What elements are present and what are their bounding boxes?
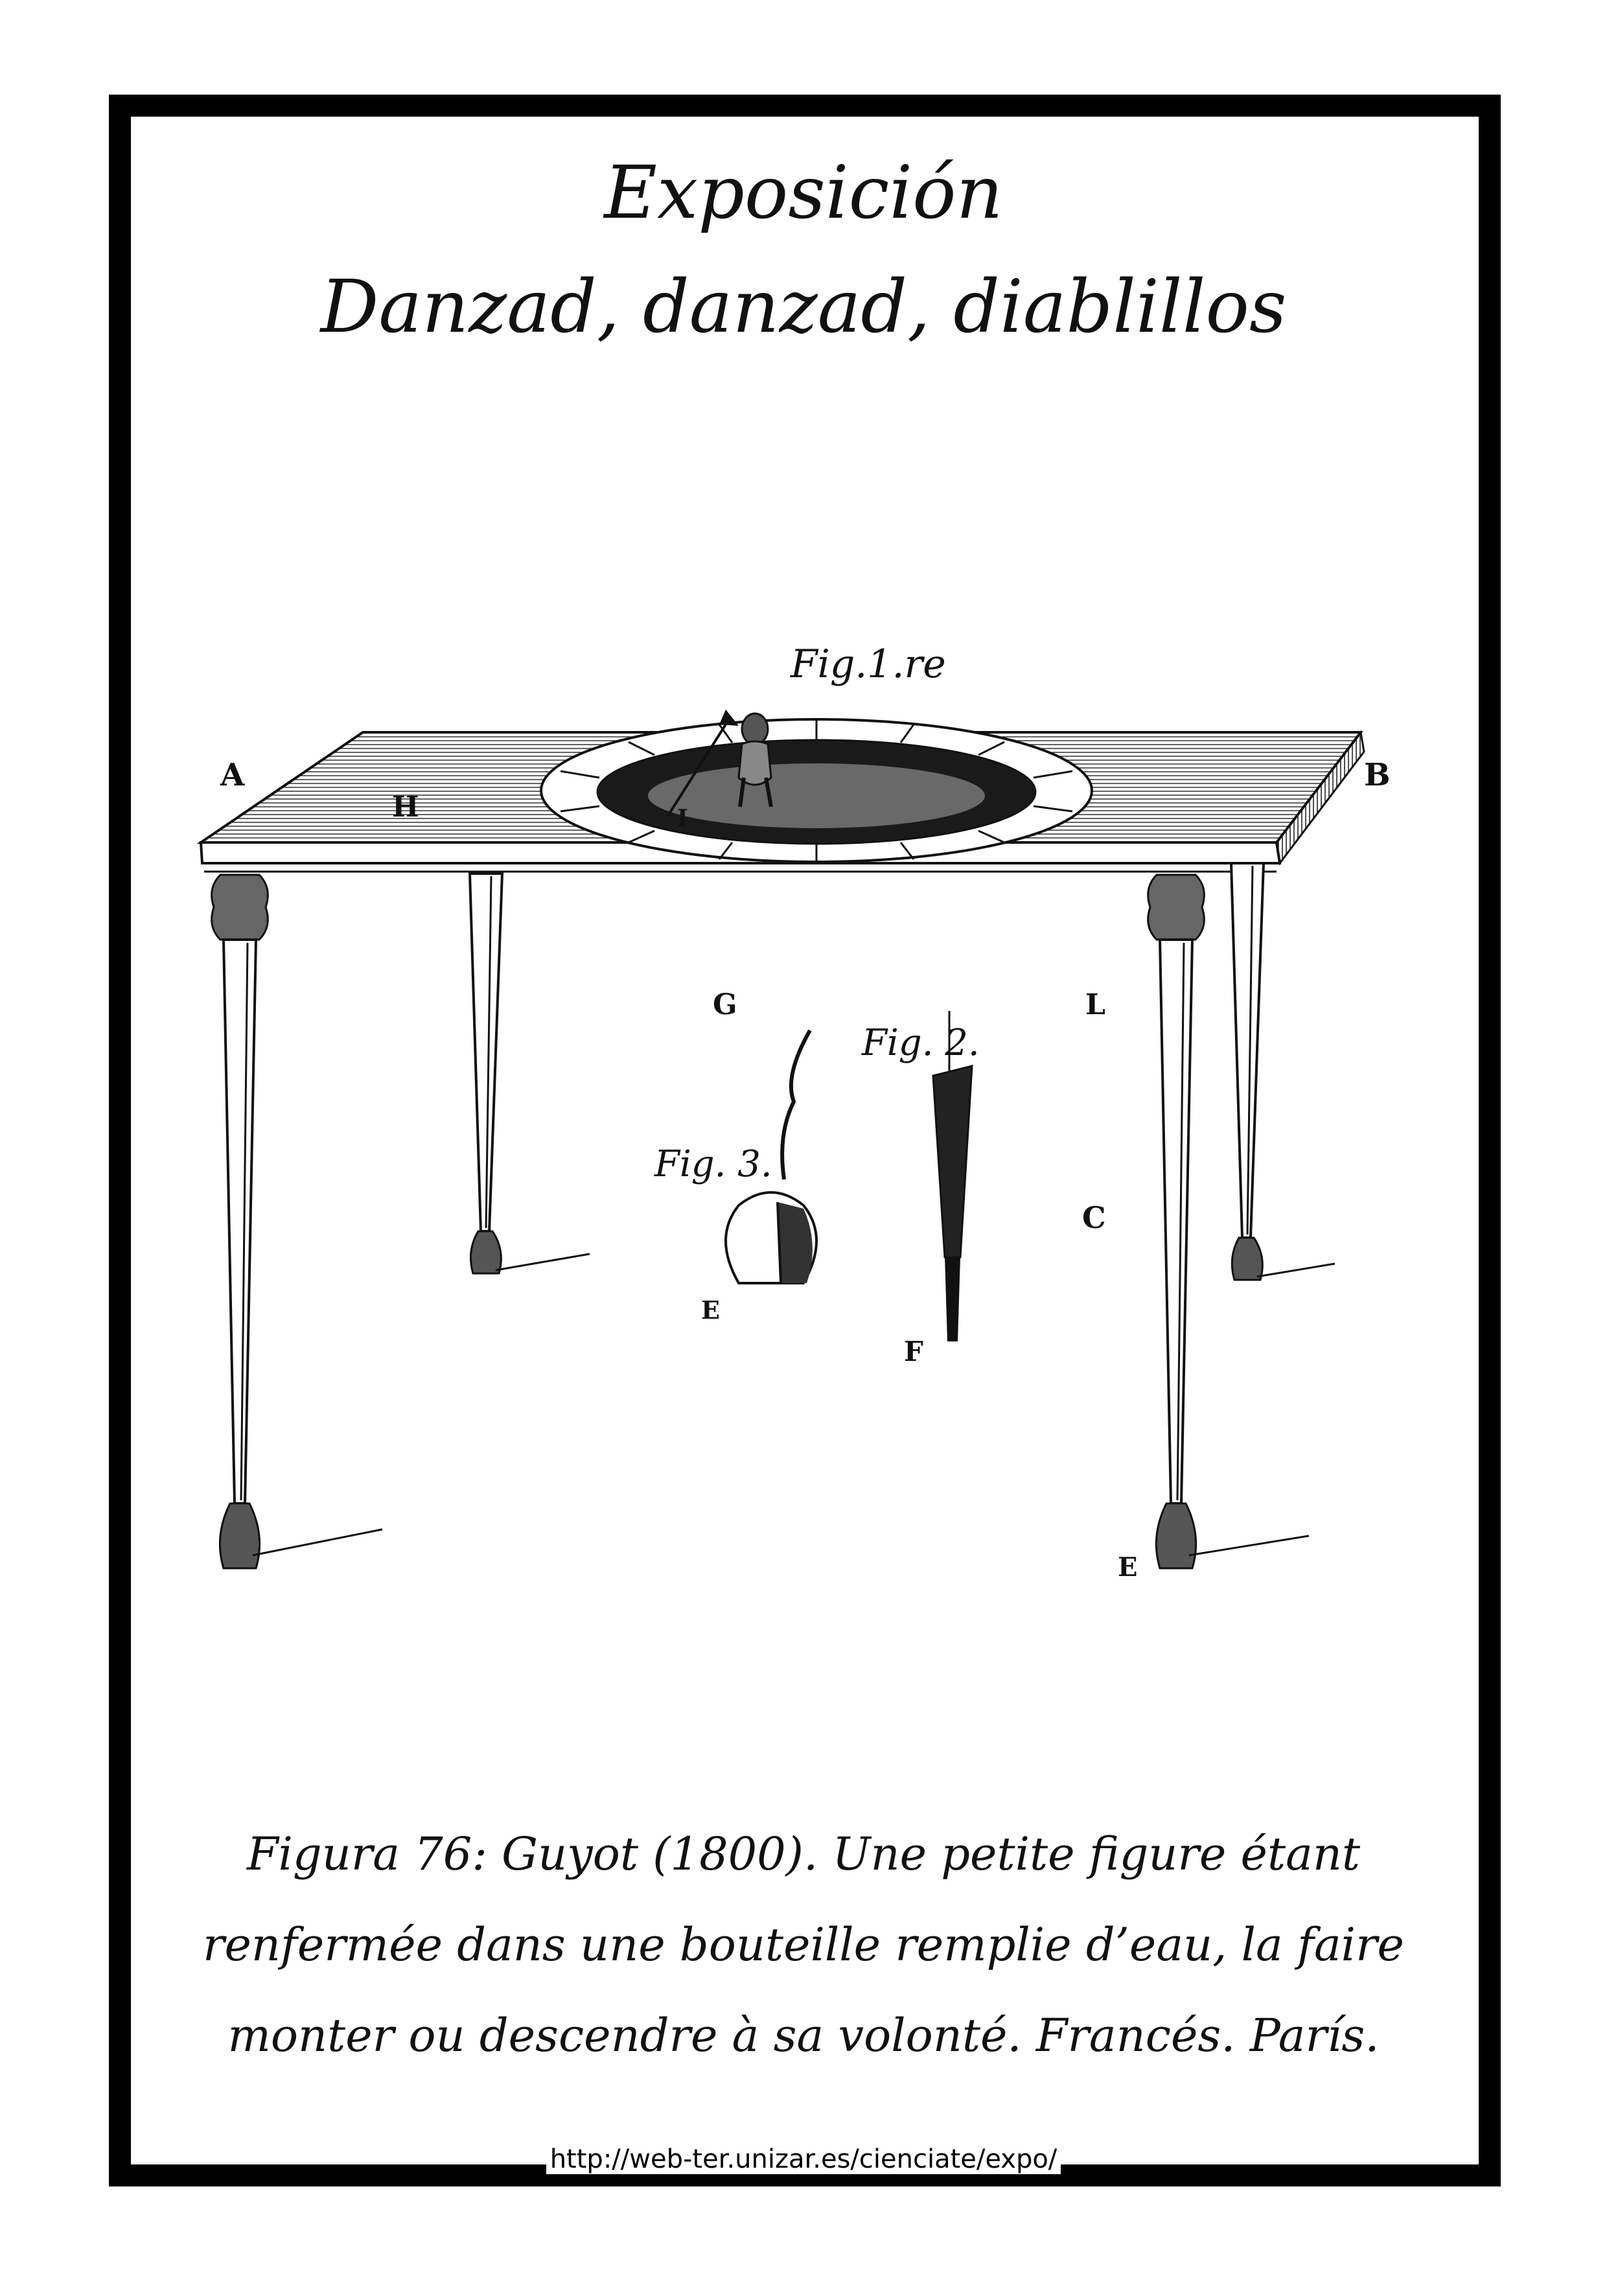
exhibition-subtitle: Danzad, danzad, diablillos (320, 265, 1287, 349)
label-F: F (904, 1336, 923, 1367)
label-I: I (677, 805, 688, 832)
engraving-illustration (168, 622, 1439, 1646)
label-B: B (1364, 757, 1391, 793)
back-right-leg (1231, 863, 1335, 1280)
fig2-label: Fig. 2. (862, 1022, 980, 1064)
fig3-label: Fig. 3. (654, 1143, 772, 1185)
dial-plate (541, 719, 1092, 862)
label-G: G (713, 988, 737, 1021)
caption-line-2: renfermée dans une bouteille remplie d’eau, la faire (203, 1918, 1404, 1971)
footer-url[interactable] (0, 2146, 1607, 2172)
back-left-leg (470, 874, 590, 1273)
caption-line-3: monter ou descendre à sa volonté. Francés. París. (227, 2009, 1380, 2062)
label-E-bottle: E (701, 1295, 720, 1325)
front-right-leg (1148, 875, 1309, 1568)
label-C: C (1082, 1200, 1106, 1235)
label-H: H (392, 791, 419, 824)
footer-url-text[interactable]: http://web-ter.unizar.es/cienciate/expo/ (546, 2144, 1061, 2174)
caption-line-1: Figura 76: Guyot (1800). Une petite figure étant (246, 1827, 1361, 1881)
label-L: L (1085, 988, 1105, 1021)
exhibition-title: Exposición (604, 151, 1003, 235)
front-left-leg (212, 875, 382, 1568)
fig1-label: Fig.1.re (791, 642, 946, 687)
label-E-leg: E (1118, 1552, 1138, 1583)
label-A: A (220, 757, 245, 793)
